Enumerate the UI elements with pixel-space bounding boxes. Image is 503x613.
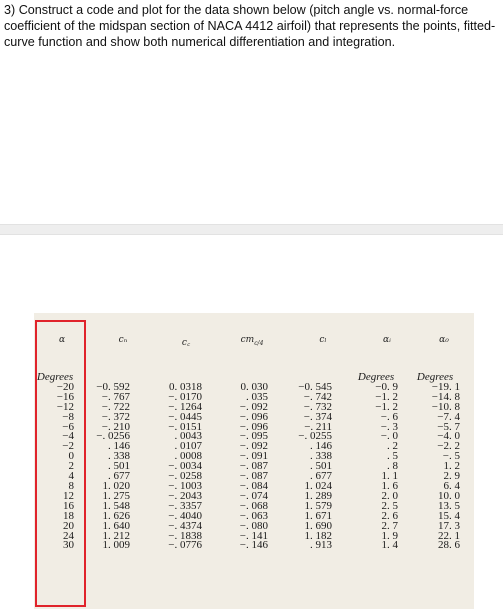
cc-cell: −. 2043	[168, 489, 202, 502]
alpha-cell: 24	[63, 529, 74, 542]
cn-cell: −. 722	[101, 400, 130, 413]
a0-cell: −5. 7	[437, 420, 460, 433]
alpha-cell: −2	[62, 440, 74, 453]
a0-cell: −14. 8	[431, 390, 460, 403]
cm-cell: −. 087	[239, 470, 268, 483]
cl-cell: −. 374	[303, 410, 332, 423]
cl-cell: 1. 690	[304, 519, 332, 532]
ai-cell: . 8	[387, 460, 398, 473]
cc-cell: −. 0776	[168, 539, 202, 552]
a0-cell: 17. 3	[438, 519, 460, 532]
ai-cell: 2. 7	[381, 519, 398, 532]
cn-cell: −0. 592	[96, 380, 130, 393]
cc-cell: −. 0151	[168, 420, 202, 433]
cl-cell: −. 742	[303, 390, 332, 403]
a0-cell: −7. 4	[437, 410, 460, 423]
table-image	[34, 313, 474, 609]
alpha-cell: −6	[62, 420, 74, 433]
cl-cell: . 677	[310, 470, 332, 483]
cc-cell: −. 0034	[168, 460, 202, 473]
cl-cell: . 146	[310, 440, 332, 453]
header-cm-main: cm	[240, 335, 255, 345]
a0-cell: 13. 5	[438, 499, 460, 512]
cm-cell: −. 146	[239, 539, 268, 552]
a0-cell: 22. 1	[438, 529, 460, 542]
cm-cell: −. 074	[239, 489, 268, 502]
cl-cell: 1. 182	[304, 529, 332, 542]
ai-cell: 1. 1	[381, 470, 398, 483]
alpha-cell: 2	[68, 460, 74, 473]
cl-cell: . 501	[310, 460, 332, 473]
cm-cell: −. 092	[239, 400, 268, 413]
cc-cell: −. 1838	[168, 529, 202, 542]
cc-cell: −. 1264	[168, 400, 202, 413]
cm-cell: −. 080	[239, 519, 268, 532]
cm-cell: −. 096	[239, 410, 268, 423]
ai-cell: . 5	[387, 450, 398, 463]
cc-cell: −. 1003	[168, 479, 202, 492]
alpha-cell: −8	[62, 410, 74, 423]
ai-cell: −. 6	[380, 410, 398, 423]
cm-cell: −. 141	[239, 529, 268, 542]
a0-cell: −. 5	[442, 450, 460, 463]
ai-cell: −1. 2	[375, 400, 398, 413]
cn-cell: 1. 626	[102, 509, 130, 522]
a0-cell: 28. 6	[438, 539, 460, 552]
cc-cell: . 0043	[174, 430, 202, 443]
cm-cell: −. 084	[239, 479, 268, 492]
column-cc	[150, 373, 202, 551]
cm-cell: −. 087	[239, 460, 268, 473]
header-cl: cₗ	[319, 335, 327, 345]
cm-cell: −. 068	[239, 499, 268, 512]
alpha-cell: 0	[68, 450, 74, 463]
cc-cell: . 0008	[174, 450, 202, 463]
cl-cell: 1. 671	[304, 509, 332, 522]
question-text: 3) Construct a code and plot for the data shown below (pitch angle vs. normal-force coefficient of the midspan section of NACA 4412 airfoil) that represents the points, fitted-curve function and show both numerical differentiation and integration.	[4, 3, 496, 50]
alpha-cell: 30	[63, 539, 74, 552]
column-cn	[84, 373, 130, 551]
ai-cell: −0. 9	[375, 380, 398, 393]
alpha-cell: 4	[68, 470, 74, 483]
header-alpha: α	[58, 335, 66, 345]
a0-cell: 15. 4	[438, 509, 460, 522]
ai-cell: 2. 5	[381, 499, 398, 512]
header-ai: αᵢ	[383, 335, 391, 345]
cl-cell: −. 211	[304, 420, 332, 433]
cm-cell: 0. 030	[240, 380, 268, 393]
cn-cell: . 501	[108, 460, 130, 473]
a0-cell: 6. 4	[443, 479, 460, 492]
ai-cell: 1. 4	[381, 539, 398, 552]
cm-cell: −. 091	[239, 450, 268, 463]
a0-cell: −4. 0	[437, 430, 460, 443]
cm-cell: −. 063	[239, 509, 268, 522]
header-cm	[224, 335, 280, 347]
cn-cell: −. 372	[101, 410, 130, 423]
cn-cell: 1. 275	[102, 489, 130, 502]
cn-cell: −. 767	[101, 390, 130, 403]
alpha-cell: 12	[63, 489, 74, 502]
ai-cell: 1. 9	[381, 529, 398, 542]
cm-cell: −. 092	[239, 440, 268, 453]
a0-cell: −19. 1	[431, 380, 460, 393]
column-a0	[410, 373, 460, 551]
cc-cell: 0. 0318	[169, 380, 202, 393]
alpha-cell: −12	[56, 400, 74, 413]
cn-cell: . 677	[108, 470, 130, 483]
cn-cell: . 338	[108, 450, 130, 463]
cc-cell: −. 4374	[168, 519, 202, 532]
a0-cell: Degrees	[416, 371, 454, 383]
cl-cell: 1. 579	[304, 499, 332, 512]
header-cm-subscript: c/4	[254, 339, 264, 347]
cn-cell: 1. 020	[102, 479, 130, 492]
cn-cell: 1. 009	[102, 539, 130, 552]
cc-cell: . 0107	[174, 440, 202, 453]
cl-cell: −. 732	[303, 400, 332, 413]
cn-cell: 1. 548	[102, 499, 130, 512]
header-cn: cₙ	[118, 335, 128, 345]
cl-cell: 1. 289	[304, 489, 332, 502]
ai-cell: −. 3	[380, 420, 398, 433]
ai-cell: −1. 2	[375, 390, 398, 403]
alpha-cell: Degrees	[36, 371, 74, 383]
a0-cell: −2. 2	[437, 440, 460, 453]
cm-cell: . 035	[246, 390, 268, 403]
cc-cell: −. 4040	[168, 509, 202, 522]
ai-cell: 2. 6	[381, 509, 398, 522]
cc-cell: −. 0258	[168, 470, 202, 483]
a0-cell: 10. 0	[438, 489, 460, 502]
header-cc: c꜀	[181, 338, 191, 348]
alpha-cell: 18	[63, 509, 74, 522]
ai-cell: Degrees	[357, 371, 395, 383]
cm-cell: −. 095	[239, 430, 268, 443]
cl-cell: −. 0255	[298, 430, 332, 443]
cn-cell: 1. 640	[102, 519, 130, 532]
cc-cell: −. 0170	[168, 390, 202, 403]
cn-cell: 1. 212	[102, 529, 130, 542]
a0-cell: 2. 9	[443, 470, 460, 483]
cc-cell: −. 3357	[168, 499, 202, 512]
a0-cell: 1. 2	[443, 460, 460, 473]
column-cl	[282, 373, 332, 551]
cn-cell: −. 0256	[96, 430, 130, 443]
cm-cell: −. 096	[239, 420, 268, 433]
cl-cell: . 338	[310, 450, 332, 463]
header-a0: α₀	[439, 335, 449, 345]
alpha-cell: −16	[56, 390, 74, 403]
alpha-cell: 16	[63, 499, 74, 512]
column-cm	[226, 373, 268, 551]
ai-cell: 2. 0	[381, 489, 398, 502]
alpha-cell: −4	[62, 430, 74, 443]
column-ai	[354, 373, 398, 551]
alpha-cell: −20	[56, 380, 74, 393]
ai-cell: 1. 6	[381, 479, 398, 492]
ai-cell: −. 0	[380, 430, 398, 443]
alpha-cell: 20	[63, 519, 74, 532]
cn-cell: . 146	[108, 440, 130, 453]
cl-cell: 1. 024	[304, 479, 332, 492]
alpha-cell: 8	[68, 479, 74, 492]
cl-cell: −0. 545	[298, 380, 332, 393]
cc-cell: −. 0445	[168, 410, 202, 423]
ai-cell: . 2	[387, 440, 398, 453]
cl-cell: . 913	[310, 539, 332, 552]
cn-cell: −. 210	[101, 420, 130, 433]
page-divider	[0, 224, 503, 235]
a0-cell: −10. 8	[431, 400, 460, 413]
alpha-cn-highlight-box	[35, 320, 86, 607]
